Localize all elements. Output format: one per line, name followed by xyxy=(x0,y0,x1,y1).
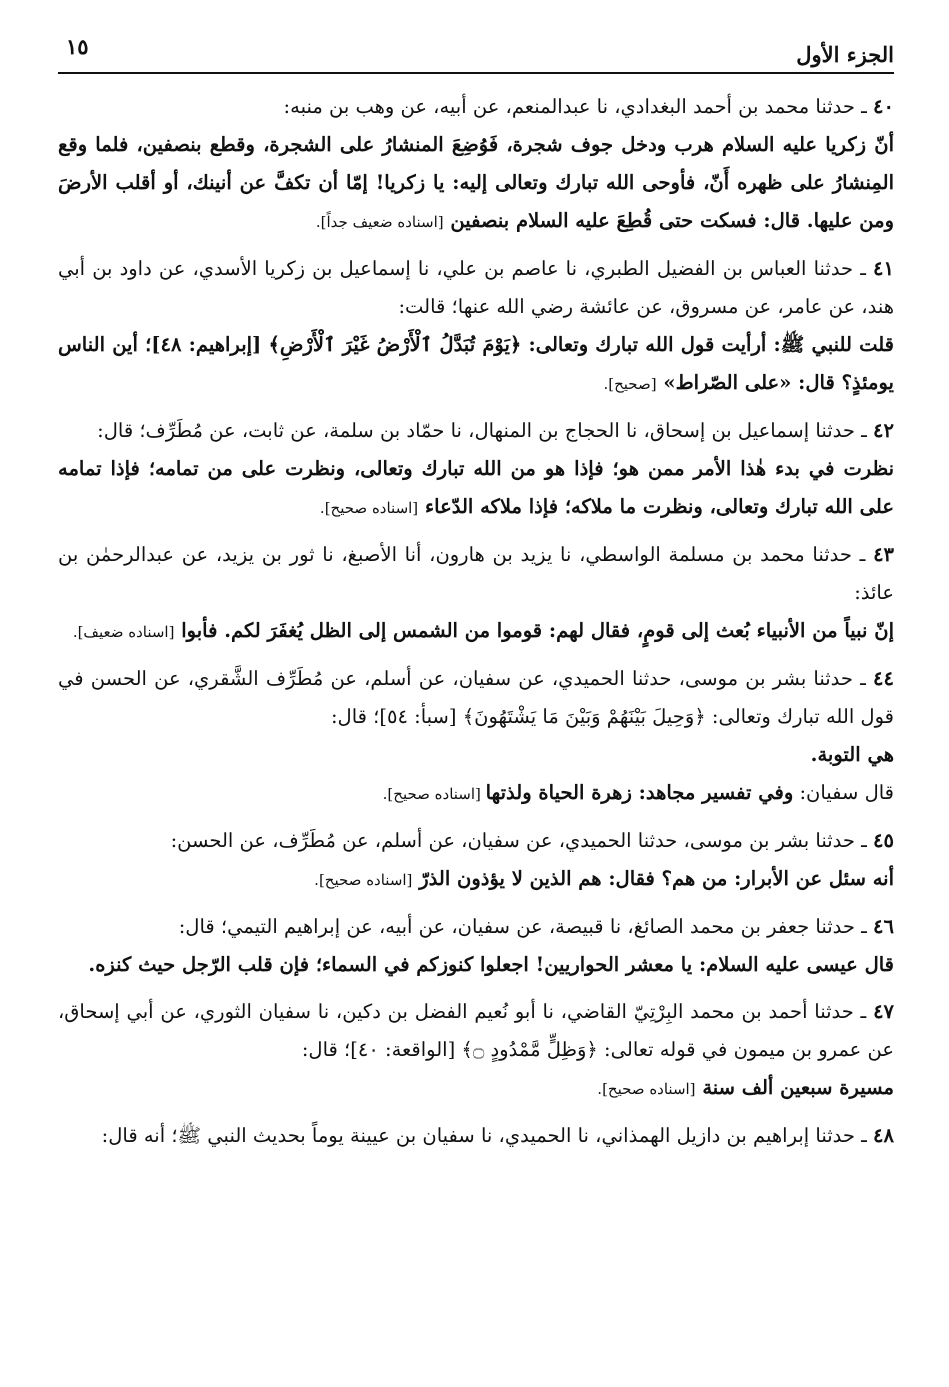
matn-text: أنّ زكريا عليه السلام هرب ودخل جوف شجرة، فَوُضِعَ المنشارُ على الشجرة، وقطع بنصفين، فلما وقع المِنشارُ على ظهره أَنّ، فأوحى الله تبارك وتعالى إليه: يا زكريا! إمّا أن تكفَّ عن أنينك، أو أقلب الأرضَ ومن عليها. قال: فسكت حتى قُطِعَ عليه السلام بنصفين xyxy=(58,133,894,232)
hadith-43 xyxy=(58,536,894,651)
hadith-40 xyxy=(58,88,894,241)
hadith-48 xyxy=(58,1117,894,1155)
note-bold-text: وفي تفسير مجاهد: زهرة الحياة ولذتها xyxy=(485,781,794,804)
matn-text: إنّ نبياً من الأنبياء بُعث إلى قومٍ، فقال لهم: قوموا من الشمس إلى الظل يُغفَرَ لكم. فأبوا xyxy=(181,619,894,642)
hadith-45 xyxy=(58,822,894,899)
hadith-chain xyxy=(58,412,894,450)
chain-text: ـ حدثنا بشر بن موسى، حدثنا الحميدي، عن سفيان، عن أسلم، عن مُطَرِّف الشَّقري، عن الحسن في قول الله تبارك وتعالى: ﴿وَحِيلَ بَيْنَهُمْ وَبَيْنَ مَا يَشْتَهُونَ﴾ [سبأ: ٥٤]؛ قال: xyxy=(58,667,894,728)
volume-title: الجزء الأول xyxy=(796,42,894,67)
hadith-47 xyxy=(58,993,894,1108)
hadith-number: ٤١ xyxy=(873,257,894,280)
grade-note: [اسناده ضعيف]. xyxy=(72,623,175,641)
hadith-text xyxy=(58,1069,894,1108)
hadith-text xyxy=(58,126,894,241)
commentary-note xyxy=(58,774,894,813)
hadith-42 xyxy=(58,412,894,527)
matn-text: نظرت في بدء هٰذا الأمر ممن هو؛ فإذا هو من الله تبارك وتعالى، ونظرت على من تمامه؛ فإذا تمامه على الله تبارك وتعالى، ونظرت ما ملاكه؛ فإذا ملاكه الدّعاء xyxy=(58,457,894,518)
hadith-46 xyxy=(58,908,894,984)
matn-text: أنه سئل عن الأبرار: من هم؟ فقال: هم الذين لا يؤذون الذرّ xyxy=(419,867,894,890)
chain-text: ـ حدثنا أحمد بن محمد البِرْتِيّ القاضي، نا أبو نُعيم الفضل بن دكين، نا سفيان الثوري، عن أبي إسحاق، عن عمرو بن ميمون في قوله تعالى: ﴿وَظِلٍّ مَّمْدُودٍ ۝﴾ [الواقعة: ٤٠]؛ قال: xyxy=(58,1000,894,1061)
chain-text: ـ حدثنا العباس بن الفضيل الطبري، نا عاصم بن علي، نا إسماعيل بن زكريا الأسدي، عن داود بن أبي هند، عن عامر، عن مسروق، عن عائشة رضي الله عنها؛ قالت: xyxy=(58,257,894,318)
chain-text: ـ حدثنا بشر بن موسى، حدثنا الحميدي، عن سفيان، عن أسلم، عن مُطَرِّف، عن الحسن: xyxy=(170,829,867,852)
grade-note: [اسناده صحيح]. xyxy=(597,1080,696,1098)
grade-note: [اسناده صحيح]. xyxy=(319,499,419,517)
hadith-chain xyxy=(58,250,894,326)
hadith-44 xyxy=(58,660,894,813)
hadith-number: ٤٢ xyxy=(873,419,894,442)
hadith-chain xyxy=(58,993,894,1069)
hadith-number: ٤٥ xyxy=(873,829,894,852)
hadith-text xyxy=(58,612,894,651)
hadith-text xyxy=(58,946,894,984)
page-number: ١٥ xyxy=(66,34,89,59)
chain-text: ـ حدثنا إسماعيل بن إسحاق، نا الحجاج بن المنهال، نا حمّاد بن سلمة، عن ثابت، عن مُطَرِّف؛ قال: xyxy=(97,419,867,442)
chain-text: ـ حدثنا جعفر بن محمد الصائغ، نا قبيصة، عن سفيان، عن أبيه، عن إبراهيم التيمي؛ قال: xyxy=(178,915,867,938)
hadith-text xyxy=(58,450,894,527)
hadith-chain xyxy=(58,88,894,126)
hadith-number: ٤٣ xyxy=(873,543,895,566)
document-page xyxy=(58,28,894,1368)
hadith-text xyxy=(58,736,894,774)
hadith-number: ٤٨ xyxy=(873,1124,894,1147)
matn-text: مسيرة سبعين ألف سنة xyxy=(702,1076,894,1099)
running-header xyxy=(58,28,894,74)
chain-text: ـ حدثنا محمد بن أحمد البغدادي، نا عبدالمنعم، عن أبيه، عن وهب بن منبه: xyxy=(283,95,867,118)
hadith-number: ٤٧ xyxy=(873,1000,895,1023)
hadith-text xyxy=(58,326,894,403)
grade-note: [اسناده صحيح]. xyxy=(314,871,413,889)
hadith-number: ٤٤ xyxy=(873,667,894,690)
matn-text: قلت للنبي ﷺ: أرأيت قول الله تبارك وتعالى: ﴿يَوْمَ تُبَدَّلُ ٱلْأَرْضُ غَيْرَ ٱلْأَرْضِ﴾ [إبراهيم: ٤٨]؛ أين الناس يومئذٍ؟ قال: «على الصّراط» xyxy=(58,333,895,394)
matn-text: هي التوبة. xyxy=(810,743,894,766)
hadith-number: ٤٦ xyxy=(873,915,894,938)
hadith-chain xyxy=(58,908,894,946)
hadith-chain xyxy=(58,1117,894,1155)
chain-text: ـ حدثنا إبراهيم بن دازيل الهمذاني، نا الحميدي، نا سفيان بن عيينة يوماً بحديث النبي ﷺ؛ أنه قال: xyxy=(101,1124,867,1147)
hadith-chain xyxy=(58,536,894,612)
matn-text: قال عيسى عليه السلام: يا معشر الحواريين! اجعلوا كنوزكم في السماء؛ فإن قلب الرّجل حيث كنزه. xyxy=(88,953,894,976)
grade-note: [صحيح]. xyxy=(603,375,657,393)
hadith-chain xyxy=(58,822,894,860)
hadith-text xyxy=(58,860,894,899)
hadith-41 xyxy=(58,250,894,403)
chain-text: ـ حدثنا محمد بن مسلمة الواسطي، نا يزيد بن هارون، أنا الأصبغ، نا ثور بن يزيد، عن عبدالرحمٰن بن عائذ: xyxy=(58,543,894,604)
hadith-number: ٤٠ xyxy=(873,95,894,118)
grade-note: [اسناده ضعيف جداً]. xyxy=(315,213,444,231)
hadith-chain xyxy=(58,660,894,736)
grade-note: [اسناده صحيح]. xyxy=(382,785,486,803)
note-prefix: قال سفيان: xyxy=(793,781,894,804)
